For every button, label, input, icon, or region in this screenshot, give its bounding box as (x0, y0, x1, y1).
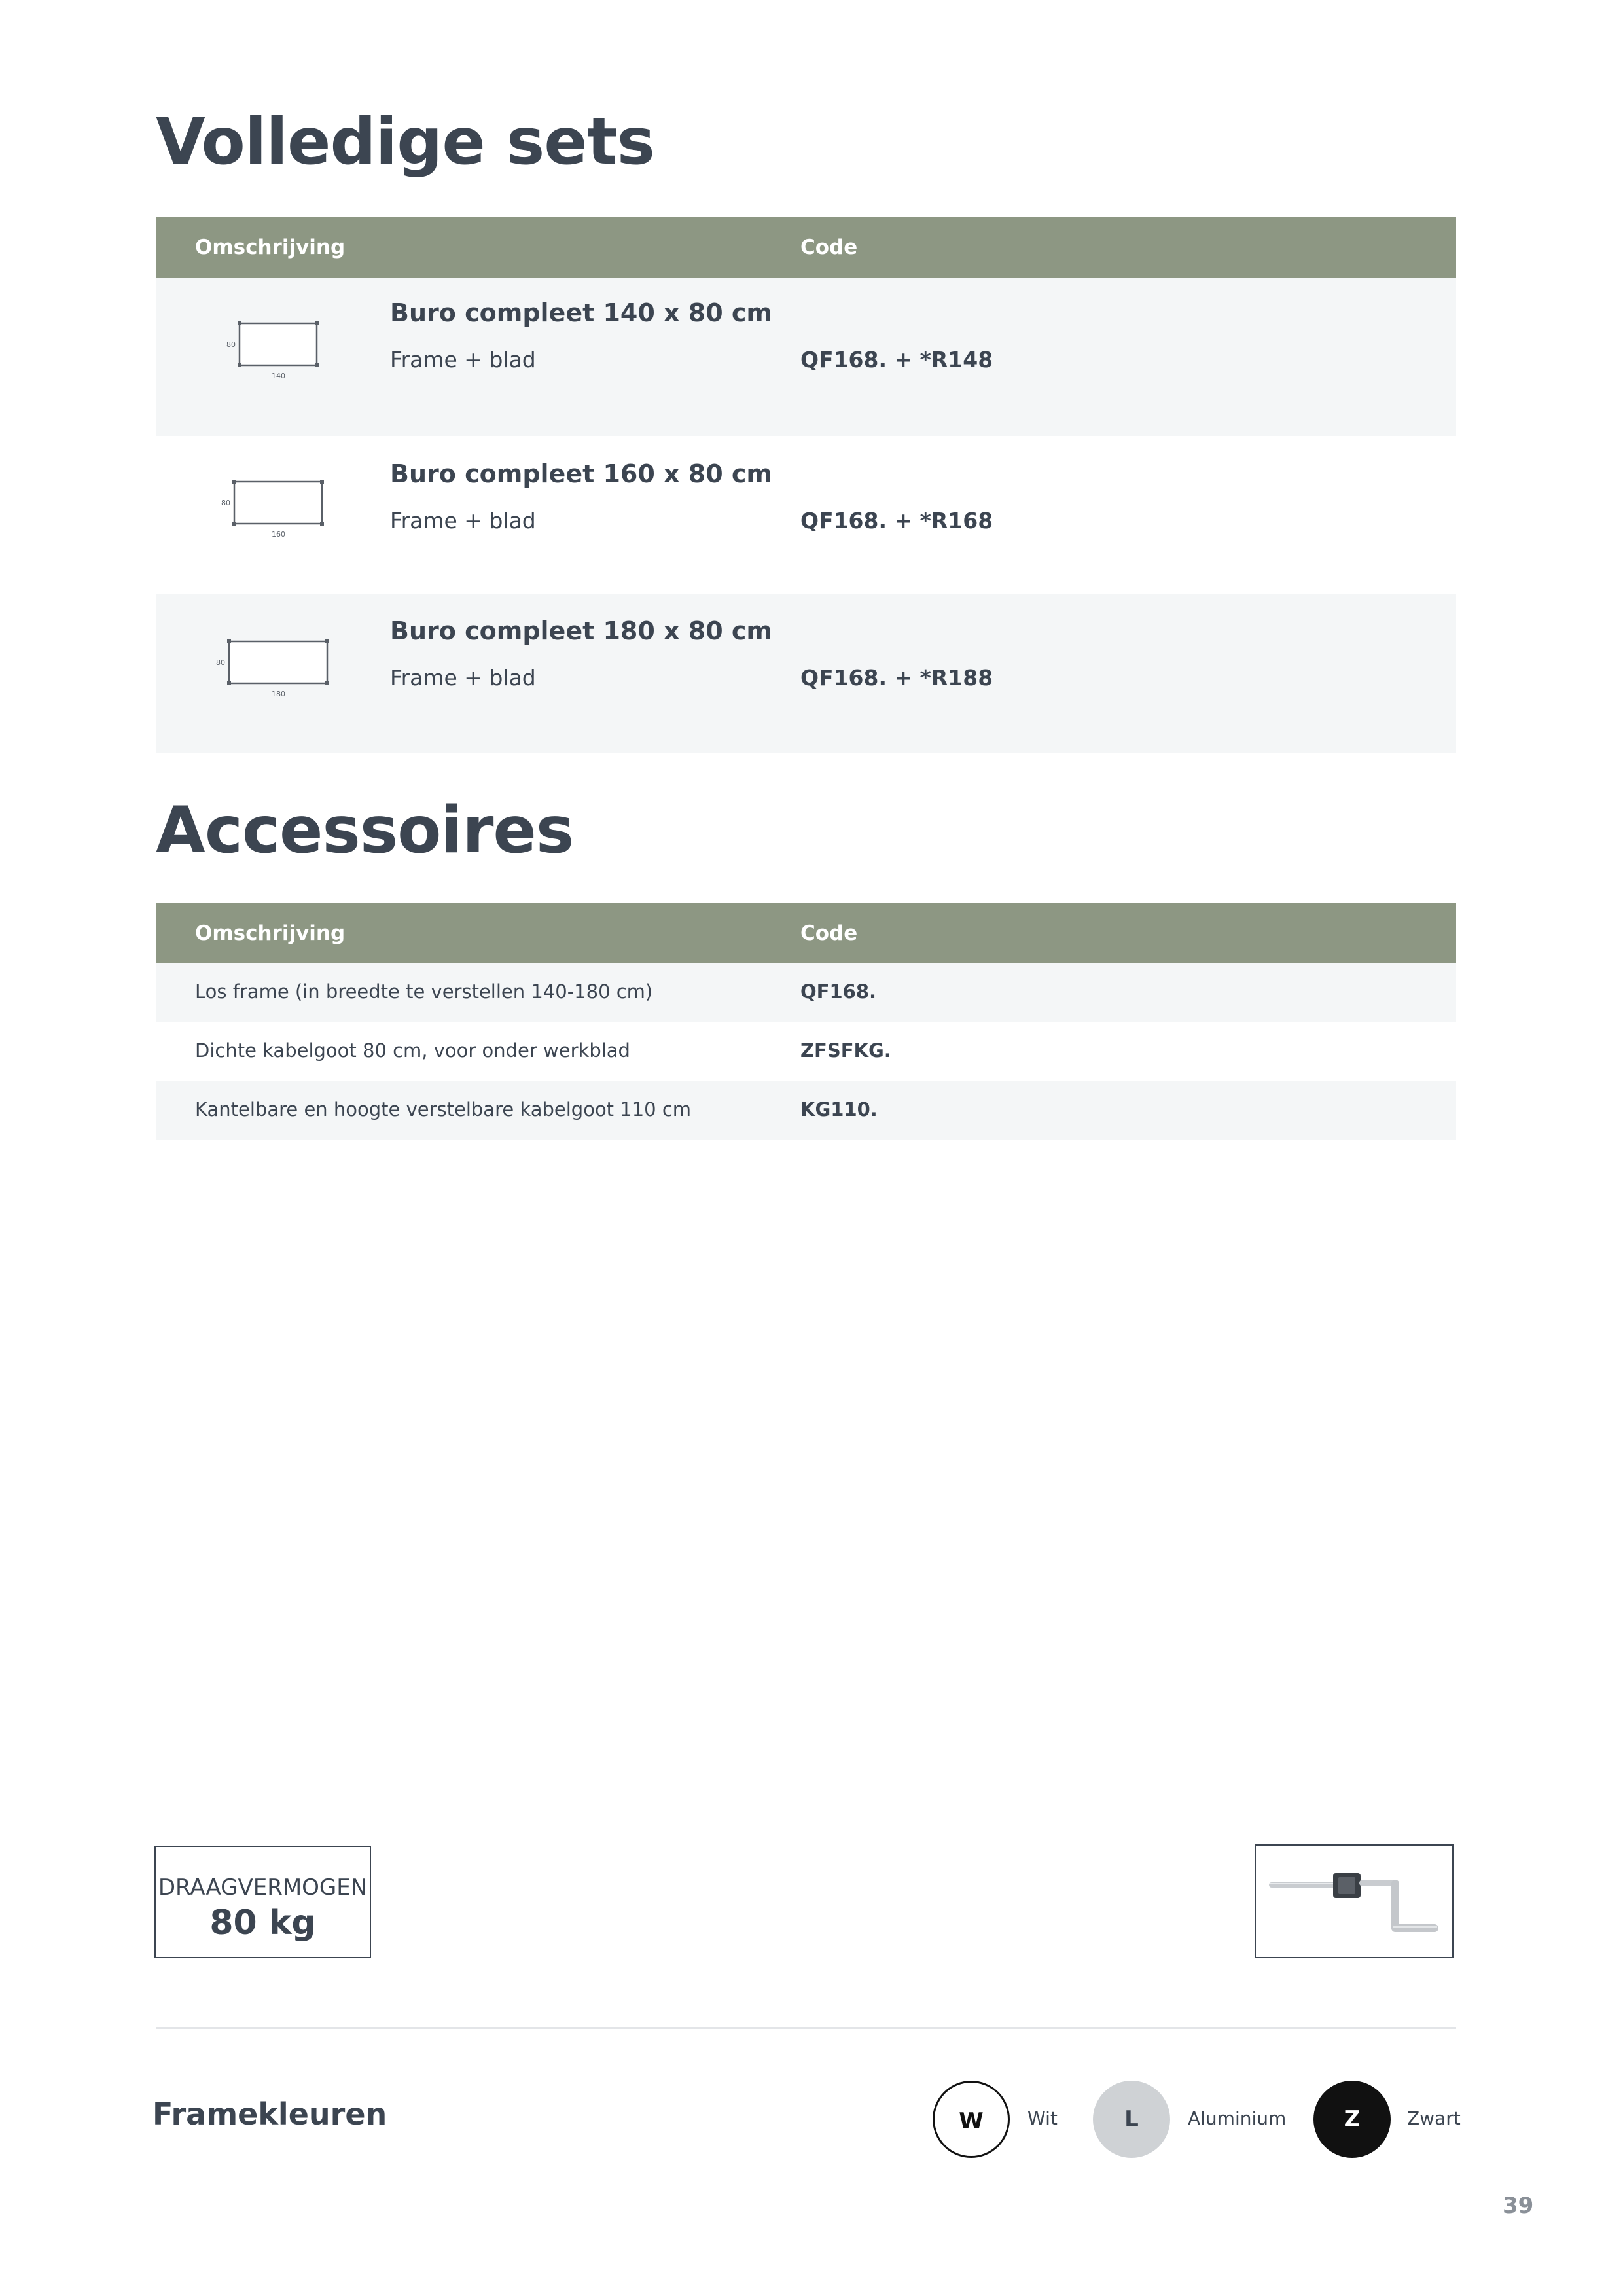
accessory-description: Kantelbare en hoogte verstelbare kabelgoot 110 cm (195, 1098, 692, 1121)
accessory-code: ZFSFKG. (800, 1039, 891, 1062)
accessory-code: KG110. (800, 1098, 878, 1121)
set-code: QF168. + *R168 (800, 508, 993, 533)
set-subtitle: Frame + blad (390, 508, 536, 533)
accessory-description: Dichte kabelgoot 80 cm, voor onder werkblad (195, 1039, 630, 1062)
hand-crank-icon (1256, 1846, 1452, 1957)
divider (156, 2027, 1456, 2029)
swatch-name: Wit (1027, 2108, 1058, 2129)
table-row (156, 436, 1456, 594)
desk-dimension-diagram-icon (215, 317, 339, 389)
set-subtitle: Frame + blad (390, 347, 536, 372)
depth-label: 80 (216, 658, 225, 667)
depth-label: 80 (226, 340, 236, 349)
desk-dimension-diagram-icon (215, 475, 339, 547)
color-swatch-aluminium (1093, 2081, 1170, 2158)
color-swatch-wit (933, 2081, 1010, 2158)
width-label: 140 (272, 372, 285, 380)
sets-col-description: Omschrijving (195, 236, 346, 259)
desk-dimension-diagram-icon (215, 634, 339, 706)
accessories-col-code: Code (800, 922, 858, 945)
color-swatch-zwart (1313, 2081, 1391, 2158)
page-number: 39 (1503, 2193, 1534, 2219)
width-label: 180 (272, 690, 285, 698)
accessories-table-header (156, 903, 1456, 963)
set-title: Buro compleet 140 x 80 cm (390, 298, 773, 327)
accessories-col-description: Omschrijving (195, 922, 346, 945)
set-code: QF168. + *R188 (800, 665, 993, 691)
swatch-letter: L (1124, 2106, 1139, 2132)
product-image (1255, 1844, 1454, 1958)
accessory-code: QF168. (800, 980, 877, 1003)
table-row (156, 1081, 1456, 1140)
set-title: Buro compleet 160 x 80 cm (390, 459, 773, 488)
table-row (156, 594, 1456, 753)
load-capacity-label: DRAAGVERMOGEN (158, 1874, 368, 1901)
swatch-name: Aluminium (1188, 2108, 1287, 2129)
sets-col-code: Code (800, 236, 858, 259)
depth-label: 80 (221, 499, 230, 507)
accessory-description: Los frame (in breedte te verstellen 140-180 cm) (195, 980, 653, 1003)
width-label: 160 (272, 530, 285, 539)
load-capacity-box (154, 1846, 371, 1958)
set-title: Buro compleet 180 x 80 cm (390, 617, 773, 645)
load-capacity-value: 80 kg (209, 1903, 316, 1943)
set-code: QF168. + *R148 (800, 347, 993, 372)
accessories-heading: Accessoires (156, 793, 574, 868)
swatch-letter: W (959, 2108, 984, 2134)
frame-colors-heading: Framekleuren (152, 2096, 387, 2132)
set-subtitle: Frame + blad (390, 665, 536, 691)
table-row (156, 963, 1456, 1022)
sets-heading: Volledige sets (156, 105, 654, 179)
sets-table-header (156, 217, 1456, 278)
table-row (156, 1022, 1456, 1081)
table-row (156, 278, 1456, 436)
swatch-name: Zwart (1407, 2108, 1461, 2129)
swatch-letter: Z (1344, 2106, 1361, 2132)
